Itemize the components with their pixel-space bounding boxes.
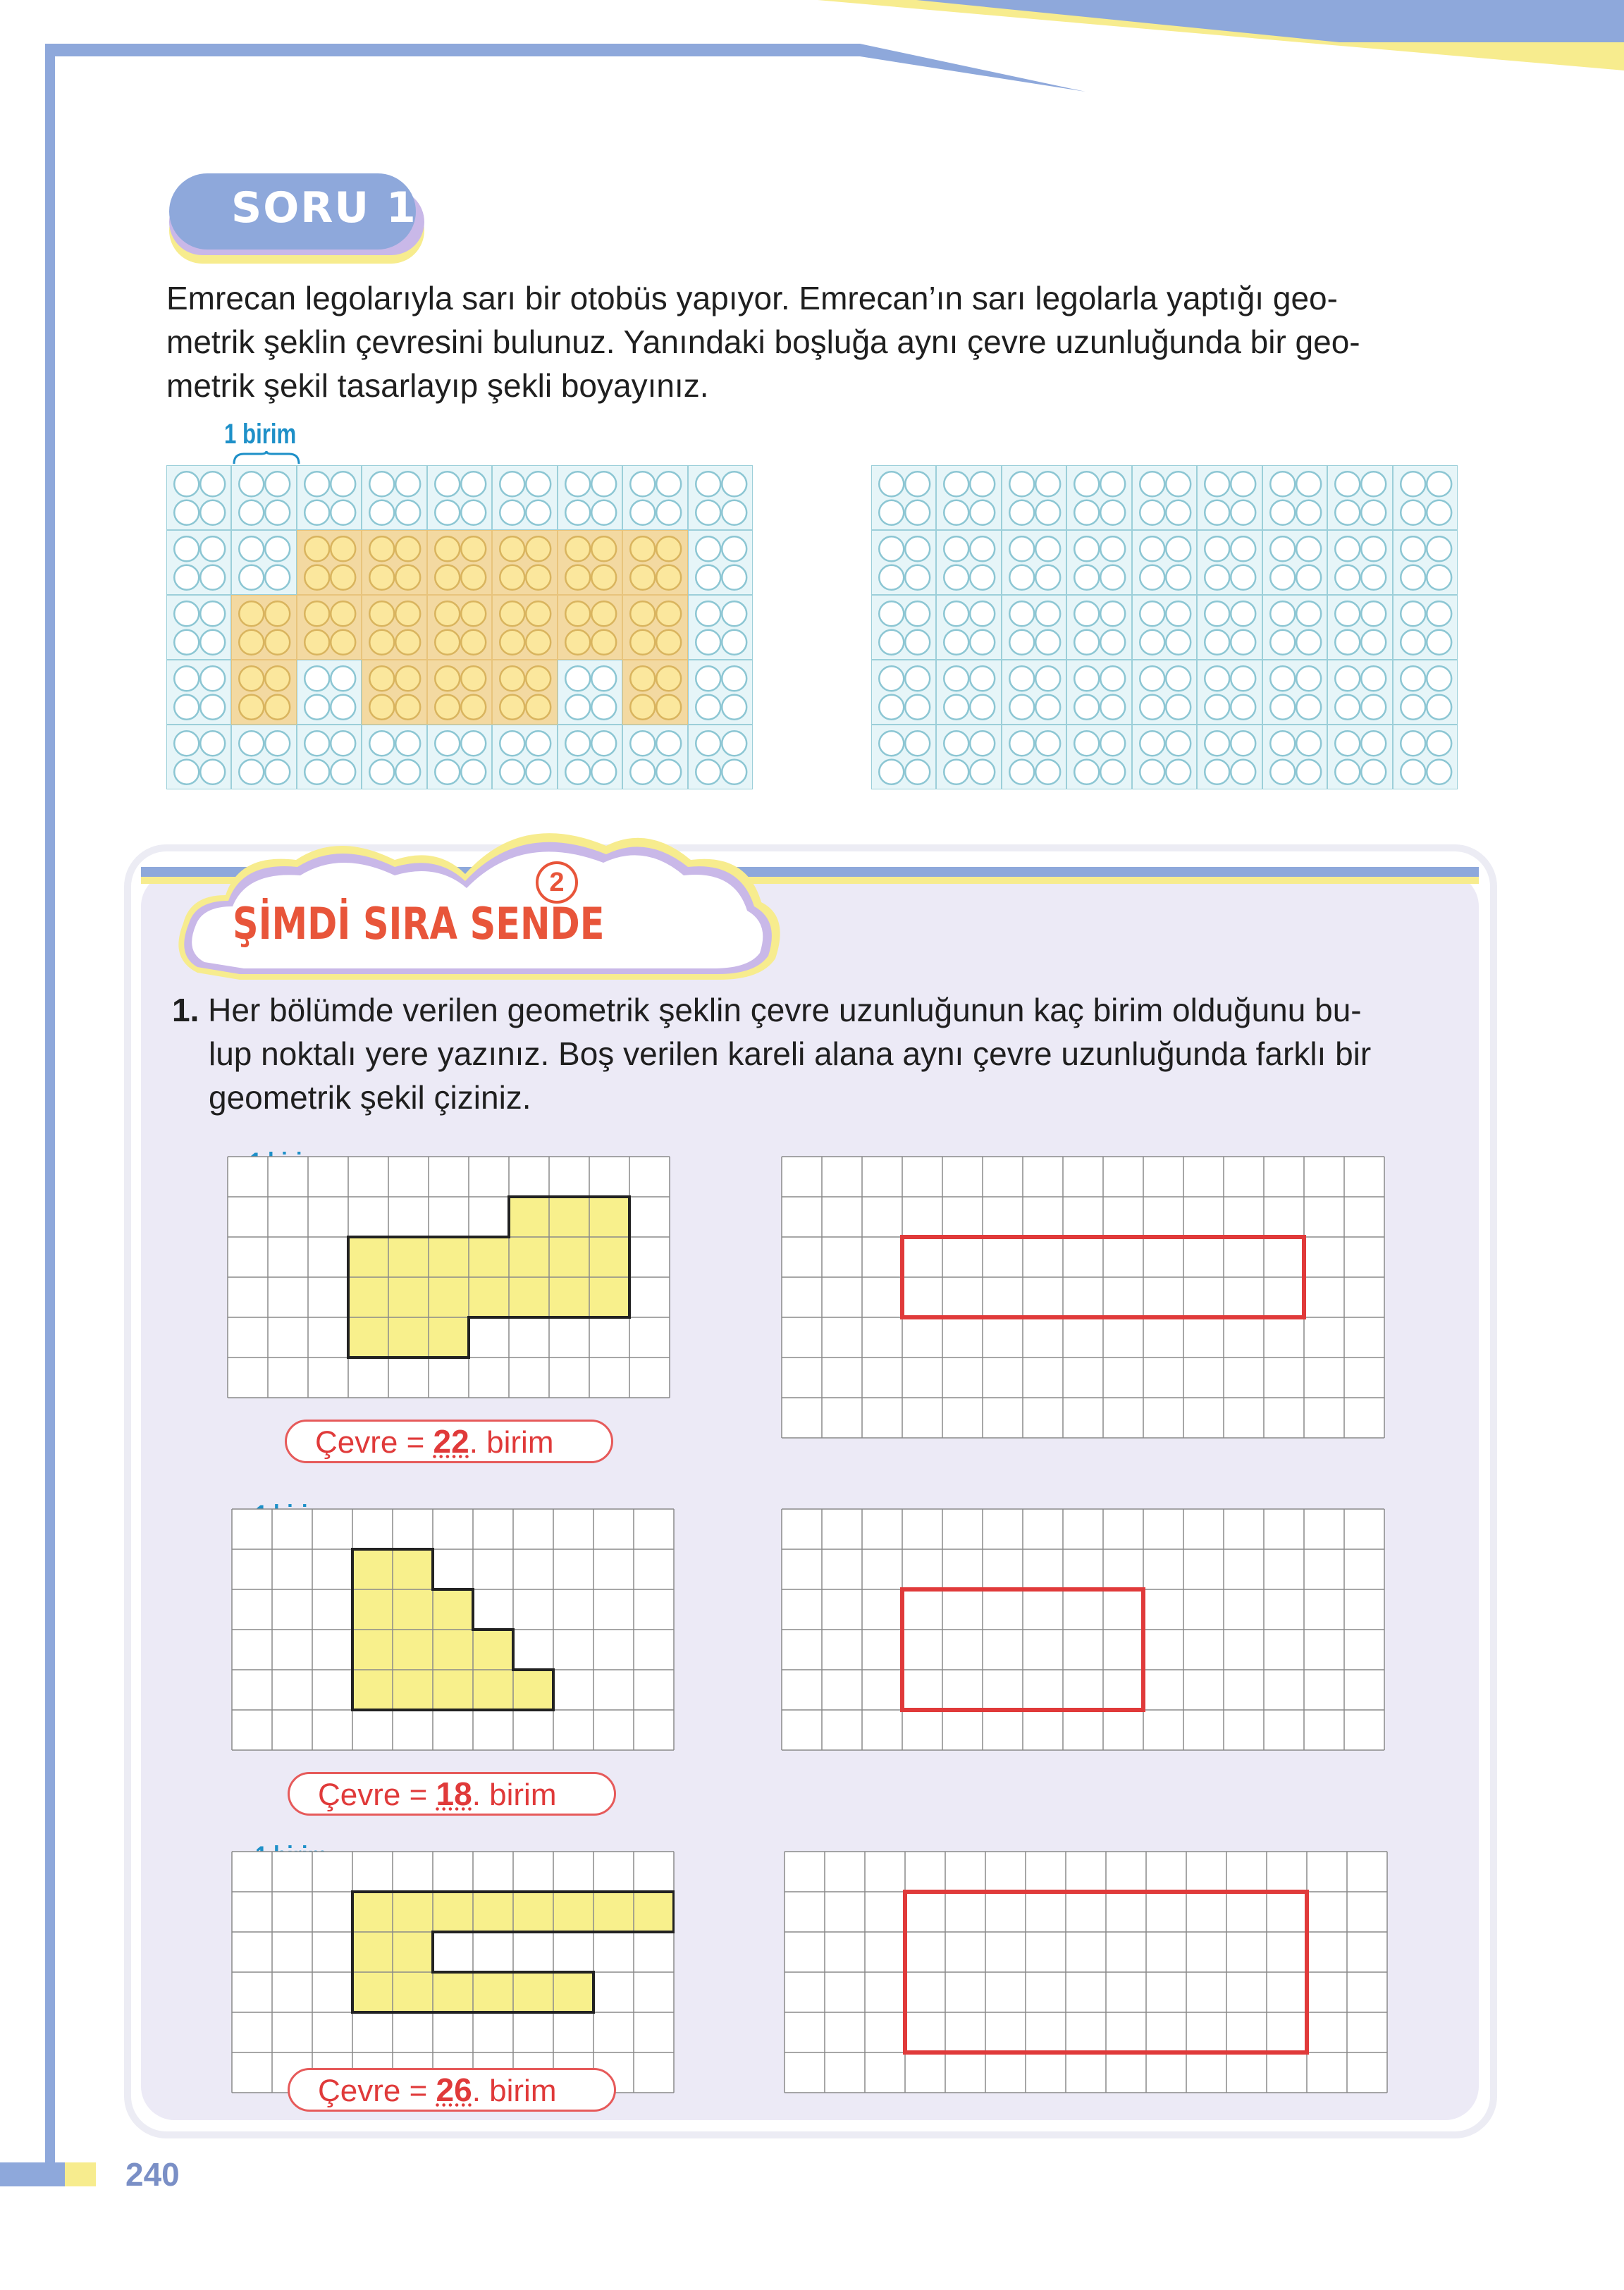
lego-brick-yellow [492,530,557,595]
lego-stud-icon [297,466,362,531]
shape-cell [549,1237,589,1277]
cevre-value[interactable]: 26 [436,2072,472,2108]
lego-brick [297,660,362,725]
footer-bar-accent [65,2162,96,2186]
shape-cell [473,1670,513,1710]
lego-stud-icon [623,725,688,790]
lego-stud-icon [428,596,493,660]
cevre-value[interactable]: 18 [436,1775,472,1812]
shape-cell [473,1892,513,1932]
unit-brace-icon [233,451,300,465]
shape-cell [393,1670,433,1710]
shape-cell [352,1670,393,1710]
lego-stud-icon [493,531,558,596]
shape-cell [549,1277,589,1317]
lego-stud-icon [872,466,937,531]
lego-brick [871,595,936,660]
lego-brick [1066,725,1131,789]
exercise-shape-grid [231,1851,675,2093]
lego-stud-icon [689,725,753,790]
shape-cell [509,1277,549,1317]
lego-brick [622,725,687,789]
cevre-answer [285,1420,613,1463]
shape-cell [553,1892,593,1932]
shape-cell [433,1630,473,1670]
question-line: metrik şeklin çevresini bulunuz. Yanındaki boşluğa aynı çevre uzunluğunda bir geo- [166,324,1360,360]
lego-stud-icon [937,660,1002,725]
lego-stud-icon [167,660,232,725]
lego-brick [1327,465,1392,530]
lego-stud-icon [167,531,232,596]
exercise-shape-grid [227,1156,670,1398]
lego-brick [1262,595,1327,660]
lego-stud-icon [232,725,297,790]
lego-brick [1066,660,1131,725]
lego-brick [558,465,622,530]
shape-cell [429,1317,469,1358]
task-line-text: Her bölümde verilen geometrik şeklin çevre uzunluğunun kaç birim olduğunu bu- [208,992,1362,1028]
lego-brick-yellow [622,530,687,595]
lego-brick [1393,660,1458,725]
lego-brick-yellow [297,595,362,660]
lego-brick-yellow [427,530,492,595]
lego-brick [1327,660,1392,725]
left-border-bar [45,44,55,2165]
lego-brick [688,660,753,725]
shape-cell [553,1972,593,2012]
lego-stud-icon [558,531,623,596]
cevre-suffix: . birim [472,2074,557,2108]
lego-brick-yellow [622,660,687,725]
lego-brick [1197,595,1262,660]
lego-stud-icon [1328,660,1393,725]
lego-stud-icon [937,531,1002,596]
section-number-badge [536,861,578,904]
lego-stud-icon [428,660,493,725]
lego-stud-icon [493,725,558,790]
lego-brick [688,595,753,660]
lego-brick-yellow [492,660,557,725]
lego-stud-icon [167,466,232,531]
lego-stud-icon [872,660,937,725]
lego-brick [936,725,1001,789]
lego-stud-icon [428,725,493,790]
section-number: 2 [549,868,565,897]
lego-brick [1002,725,1066,789]
cevre-prefix: Çevre = [318,1778,428,1812]
lego-brick [688,725,753,789]
lego-brick [166,465,231,530]
cevre-answer [288,2068,616,2112]
shape-cell [393,1972,433,2012]
lego-stud-icon [297,531,362,596]
lego-stud-icon [1002,596,1067,660]
shape-cell [388,1237,429,1277]
lego-stud-icon [1394,660,1458,725]
lego-brick [1066,595,1131,660]
lego-brick-yellow [362,660,426,725]
shape-cell [393,1549,433,1589]
shape-cell [352,1630,393,1670]
lego-stud-icon [1394,596,1458,660]
lego-stud-icon [493,596,558,660]
lego-stud-icon [428,466,493,531]
page-number: 240 [125,2156,180,2193]
lego-stud-icon [493,466,558,531]
lego-brick [297,725,362,789]
question-line: Emrecan legolarıyla sarı bir otobüs yapıyor. Emrecan’ın sarı legolarla yaptığı geo- [166,280,1338,316]
lego-stud-icon [167,596,232,660]
lego-stud-icon [1133,725,1198,790]
lego-brick [297,465,362,530]
lego-stud-icon [623,660,688,725]
lego-stud-icon [1067,660,1132,725]
lego-stud-icon [558,725,623,790]
lego-brick [1262,530,1327,595]
lego-stud-icon [1394,725,1458,790]
shape-cell [509,1197,549,1237]
lego-brick [1066,530,1131,595]
lego-stud-icon [1067,466,1132,531]
shape-cell [589,1277,629,1317]
lego-brick [936,660,1001,725]
lego-stud-icon [1133,596,1198,660]
lego-brick [1262,725,1327,789]
soru-label: SORU 1 [231,183,417,233]
lego-brick [1002,595,1066,660]
shape-cell [469,1277,509,1317]
lego-stud-icon [937,725,1002,790]
lego-brick [1197,530,1262,595]
lego-stud-icon [1133,660,1198,725]
lego-brick-yellow [492,595,557,660]
lego-brick [558,660,622,725]
task-line [172,988,1462,1032]
lego-brick [688,530,753,595]
section-title: ŞİMDİ SIRA SENDE [233,898,605,949]
lego-brick [1197,725,1262,789]
footer-bar [0,2162,65,2186]
shape-cell [393,1630,433,1670]
lego-brick-yellow [622,595,687,660]
lego-stud-icon [362,725,427,790]
lego-stud-icon [362,660,427,725]
lego-brick [231,530,296,595]
lego-stud-icon [1263,725,1328,790]
lego-stud-icon [872,531,937,596]
lego-stud-icon [1328,531,1393,596]
lego-stud-icon [1328,725,1393,790]
lego-stud-icon [872,725,937,790]
lego-stud-icon [1002,660,1067,725]
lego-stud-icon [1328,596,1393,660]
lego-stud-icon [558,466,623,531]
lego-brick [1393,530,1458,595]
lego-brick [362,725,426,789]
exercise-shape-grid [231,1508,675,1751]
cevre-suffix: . birim [469,1425,554,1460]
lego-stud-icon [232,596,297,660]
lego-stud-icon [1328,466,1393,531]
lego-stud-icon [1002,725,1067,790]
lego-stud-icon [232,466,297,531]
cevre-value[interactable]: 22 [433,1423,469,1460]
lego-brick [871,725,936,789]
lego-brick [231,465,296,530]
lego-brick [492,725,557,789]
lego-brick [427,725,492,789]
shape-cell [352,1589,393,1630]
lego-brick [1393,595,1458,660]
lego-brick [1066,465,1131,530]
lego-stud-icon [232,660,297,725]
lego-stud-icon [689,596,753,660]
lego-brick-yellow [231,595,296,660]
lego-brick [1132,660,1197,725]
lego-brick [871,465,936,530]
shape-cell [513,1892,553,1932]
lego-brick [1002,660,1066,725]
lego-stud-icon [623,531,688,596]
shape-cell [433,1972,473,2012]
cevre-prefix: Çevre = [318,2074,428,2108]
top-decorative-band [0,0,1624,99]
lego-brick [492,465,557,530]
lego-stud-icon [1198,596,1262,660]
lego-stud-icon [937,596,1002,660]
shape-cell [433,1670,473,1710]
lego-brick [166,725,231,789]
drawing-grid[interactable] [781,1156,1385,1439]
lego-brick [1002,465,1066,530]
shape-cell [393,1589,433,1630]
lego-stud-icon [167,725,232,790]
shape-cell [433,1892,473,1932]
shape-cell [473,1630,513,1670]
drawing-grid[interactable] [784,1851,1388,2093]
lego-stud-icon [1394,466,1458,531]
lego-stud-icon [1002,466,1067,531]
lego-stud-icon [297,725,362,790]
lego-brick [622,465,687,530]
shape-cell [352,1932,393,1972]
lego-brick [1002,530,1066,595]
shape-cell [549,1197,589,1237]
question-line: metrik şekil tasarlayıp şekli boyayınız. [166,367,709,404]
shape-cell [348,1237,388,1277]
shape-cell [429,1237,469,1277]
lego-stud-icon [937,466,1002,531]
lego-stud-icon [1133,531,1198,596]
cevre-suffix: . birim [472,1778,557,1812]
cevre-prefix: Çevre = [315,1425,425,1460]
lego-stud-icon [297,660,362,725]
lego-stud-icon [362,596,427,660]
shape-cell [634,1892,674,1932]
lego-brick [1132,465,1197,530]
question-text [166,276,1456,407]
lego-brick [1327,530,1392,595]
lego-stud-icon [689,660,753,725]
shape-cell [348,1277,388,1317]
lego-brick [936,530,1001,595]
lego-stud-icon [232,531,297,596]
lego-brick [688,465,753,530]
task-number: 1. [172,992,199,1028]
lego-brick-yellow [558,530,622,595]
lego-stud-icon [1263,596,1328,660]
lego-brick-yellow [558,595,622,660]
lego-stud-icon [1067,725,1132,790]
shape-cell [348,1317,388,1358]
shape-cell [593,1892,634,1932]
lego-brick [427,465,492,530]
shape-cell [473,1972,513,2012]
shape-cell [469,1237,509,1277]
lego-stud-icon [689,466,753,531]
lego-brick [166,530,231,595]
lego-unit-label: 1 birim [224,419,297,450]
lego-brick [1197,660,1262,725]
shape-cell [513,1972,553,2012]
shape-cell [509,1237,549,1277]
lego-stud-icon [689,531,753,596]
lego-empty-grid [871,465,1458,789]
lego-stud-icon [362,531,427,596]
lego-stud-icon [1002,531,1067,596]
lego-brick [362,465,426,530]
lego-stud-icon [872,596,937,660]
shape-cell [352,1549,393,1589]
cevre-answer [288,1772,616,1816]
shape-cell [433,1589,473,1630]
lego-stud-icon [623,596,688,660]
lego-stud-icon [1067,596,1132,660]
task-line: geometrik şekil çiziniz. [209,1079,531,1116]
lego-stud-icon [1198,660,1262,725]
lego-stud-icon [1263,660,1328,725]
lego-brick [1327,595,1392,660]
lego-brick [1262,660,1327,725]
lego-stud-icon [362,466,427,531]
lego-brick-yellow [362,530,426,595]
lego-brick-yellow [362,595,426,660]
lego-brick [166,595,231,660]
lego-stud-icon [493,660,558,725]
lego-brick [936,595,1001,660]
shape-cell [388,1317,429,1358]
shape-cell [352,1892,393,1932]
lego-brick [166,660,231,725]
lego-bus-grid [166,465,753,789]
lego-brick [1132,725,1197,789]
lego-brick [1393,725,1458,789]
lego-brick [231,725,296,789]
lego-stud-icon [1198,531,1262,596]
lego-stud-icon [1067,531,1132,596]
lego-brick [871,530,936,595]
shape-cell [393,1892,433,1932]
shape-cell [388,1277,429,1317]
lego-brick [1132,595,1197,660]
shape-cell [589,1197,629,1237]
lego-stud-icon [558,660,623,725]
shape-cell [393,1932,433,1972]
drawing-grid[interactable] [781,1508,1385,1751]
shape-cell [513,1670,553,1710]
lego-stud-icon [558,596,623,660]
lego-brick-yellow [297,530,362,595]
task-line: lup noktalı yere yazınız. Boş verilen kareli alana aynı çevre uzunluğunda farklı bir [209,1035,1372,1072]
lego-brick [1197,465,1262,530]
task-text [172,988,1462,1119]
lego-stud-icon [623,466,688,531]
lego-brick [1132,530,1197,595]
lego-stud-icon [297,596,362,660]
lego-brick [936,465,1001,530]
lego-stud-icon [1394,531,1458,596]
lego-brick [1262,465,1327,530]
lego-stud-icon [1198,466,1262,531]
lego-brick-yellow [427,660,492,725]
lego-brick [871,660,936,725]
lego-brick-yellow [231,660,296,725]
lego-brick [558,725,622,789]
shape-cell [589,1237,629,1277]
shape-cell [352,1972,393,2012]
lego-stud-icon [1133,466,1198,531]
lego-stud-icon [1263,466,1328,531]
lego-stud-icon [428,531,493,596]
lego-stud-icon [1263,531,1328,596]
lego-brick [1393,465,1458,530]
lego-stud-icon [1198,725,1262,790]
lego-brick-yellow [427,595,492,660]
shape-cell [429,1277,469,1317]
lego-brick [1327,725,1392,789]
